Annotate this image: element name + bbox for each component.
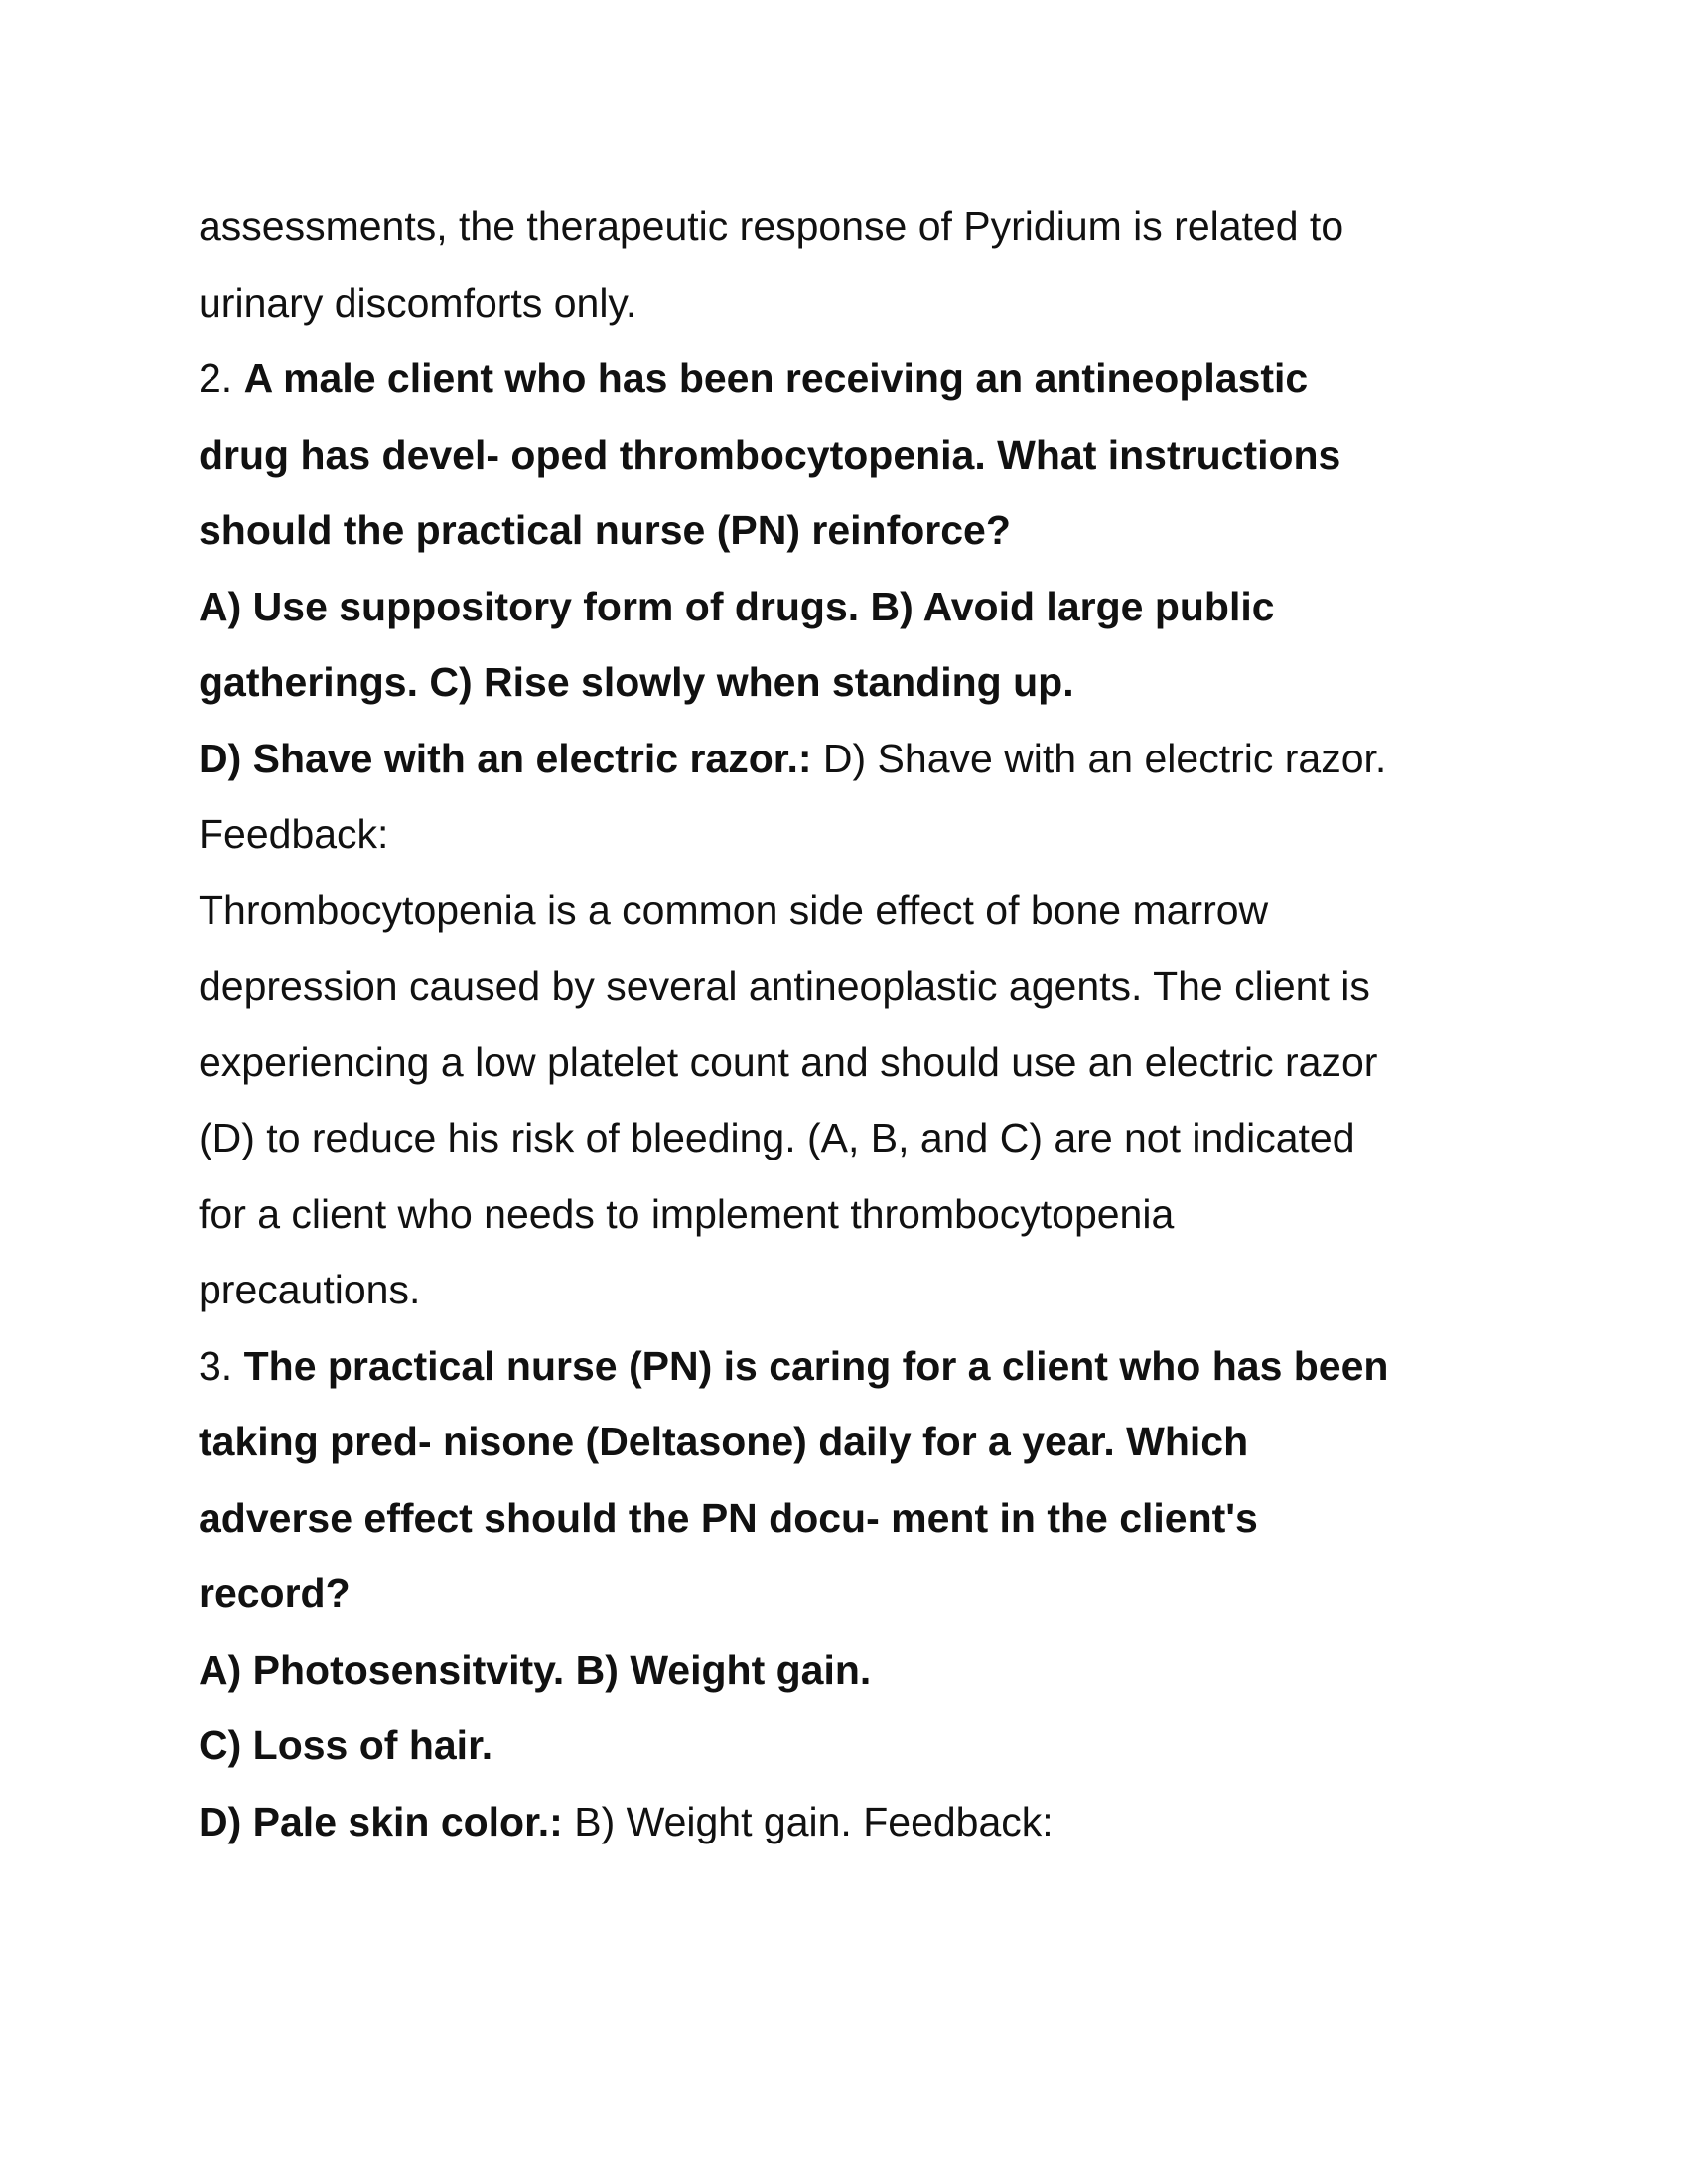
question-2-stem: should the practical nurse (PN) reinforce? (199, 507, 1011, 553)
question-3-stem: record? (199, 1570, 351, 1616)
question-3-line (199, 1328, 1509, 1405)
question-2-feedback: for a client who needs to implement thrombocytopenia (199, 1190, 1175, 1237)
intro-line: assessments, the therapeutic response of Pyridium is related to (199, 204, 1344, 249)
question-2-number: 2. (199, 355, 233, 401)
question-2-line (199, 341, 1509, 417)
question-2-answer-line (199, 721, 1509, 797)
question-2-feedback: (D) to reduce his risk of bleeding. (A, B, and C) are not indicated (199, 1115, 1355, 1160)
question-2-feedback: precautions. (199, 1267, 421, 1312)
question-2-stem: drug has devel- oped thrombocytopenia. What instructions (199, 431, 1341, 478)
question-3-answer: B) Weight gain. (574, 1798, 852, 1844)
question-3-number: 3. (199, 1342, 233, 1389)
question-3-stem: The practical nurse (PN) is caring for a client who has been (243, 1342, 1389, 1389)
question-2-feedback-label: Feedback: (199, 811, 389, 857)
question-3-option-d: D) Pale skin color.: (199, 1798, 563, 1844)
question-2-options: A) Use suppository form of drugs. B) Avoid large public (199, 583, 1275, 629)
question-2-stem: A male client who has been receiving an antineoplastic (243, 355, 1309, 401)
question-2-option-d: D) Shave with an electric razor.: (199, 735, 812, 781)
question-3-answer-line (199, 1784, 1509, 1860)
question-2-feedback: depression caused by several antineoplastic agents. The client is (199, 963, 1370, 1009)
intro-line: urinary discomforts only. (199, 279, 637, 326)
question-2-options: gatherings. C) Rise slowly when standing up. (199, 659, 1074, 705)
document-page (199, 189, 1509, 1859)
question-3-stem: taking pred- nisone (Deltasone) daily for a year. Which (199, 1419, 1249, 1464)
question-3-stem: adverse effect should the PN docu- ment in the client's (199, 1494, 1258, 1541)
question-3-options: C) Loss of hair. (199, 1722, 493, 1768)
question-2-feedback: Thrombocytopenia is a common side effect of bone marrow (199, 887, 1269, 933)
question-2-answer: D) Shave with an electric razor. (822, 735, 1387, 781)
question-3-options: A) Photosensitvity. B) Weight gain. (199, 1646, 872, 1693)
question-2-feedback: experiencing a low platelet count and should use an electric razor (199, 1038, 1378, 1085)
question-3-feedback-label: Feedback: (863, 1798, 1054, 1844)
